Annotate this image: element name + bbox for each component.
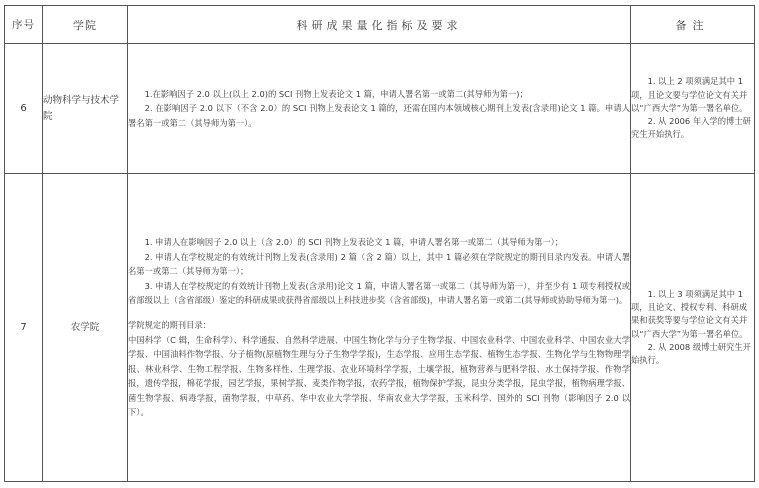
header-index: 序号 [5, 6, 43, 44]
journals-title: 学院规定的期刊目录： [128, 319, 211, 330]
header-requirement: 科研成果量化指标及要求 [128, 6, 631, 44]
note-item: 2. 从 2006 年入学的博士研究生开始执行。 [631, 116, 751, 140]
header-note: 备注 [631, 6, 755, 44]
row-college: 农学院 [43, 174, 128, 482]
requirement-item: 1.在影响因子 2.0 以上(以上 2.0)的 SCI 刊物上发表论文 1 篇，申请人署名第一或第二(其导师为第一)； [144, 88, 528, 99]
requirement-item: 2. 在影响因子 2.0 以下（不含 2.0）的 SCI 刊物上发表论文 1 篇的，还需在国内本领域核心期刊上发表(含录用)论文 1 篇。申请人署名第一或第二（其导师为第一）。 [128, 103, 630, 128]
row-notes [631, 44, 755, 174]
row-requirements [128, 174, 631, 482]
requirements-table [4, 5, 755, 482]
row-index: 6 [5, 44, 43, 174]
note-item: 1. 以上 3 项须满足其中 1 项，且论文、授权专利、科研成果和获奖等要与学位论文有关并以“广西大学”为第一署名单位。 [631, 288, 748, 339]
table-row [5, 174, 755, 482]
requirement-item: 1. 申请人在影响因子 2.0 以上（含 2.0）的 SCI 刊物上发表论文 1 篇，申请人署名第一或第二（其导师为第一）； [144, 236, 564, 247]
journals-list: 中国科学（C 辑，生命科学）、科学通报、自然科学进展、中国生物化学与分子生物学报、中国农业科学、中国农业科学、中国农业大学学报、中国油料作物学报、分子植物(原植物生理与分子生物学学报)，生态学报、应用生态学报、植物生态学报、生物化学与生物物理学报、林业科学、生物工程学报、生物多样性、生理学报、农业环境科学学报，土壤学报，植物营养与肥料学报、水土保持学报、作物学报，遗传学报，棉花学报，园艺学报，果树学报、麦类作物学报，农药学报，植物保护学报，昆虫分类学报，昆虫学报，植物病理学报、菌生物学报、病毒学报，菌物学报，中草药、华中农业大学学报、华南农业大学学报，玉米科学、国外的 SCI 刊物（影响因子 2.0 以下）。 [128, 334, 630, 418]
row-index: 7 [5, 174, 43, 482]
requirement-item: 2. 申请人在学校规定的有效统计刊物上发表(含录用) 2 篇（含 2 篇）以上，其中 1 篇必须在学院规定的期刊目录内发表。申请人署名第一或第二（其导师为第一）； [128, 251, 630, 277]
requirement-item: 3. 申请人在学校规定的有效统计刊物上发表(含录用)论文 1 篇，申请人署名第一或第二（其导师为第一），并至少有 1 项专利授权或省部级以上（含省部级）鉴定的科研成果或获得省部级以上科技进步奖（含省部级)，申请人署名第一或第二(其导师或协助导师为第一)。 [128, 280, 630, 306]
row-requirements [128, 44, 631, 174]
note-item: 1. 以上 2 项须满足其中 1 项，且论文要与学位论文有关并以“广西大学”为第一署名单位。 [631, 76, 748, 113]
table-header-row [5, 6, 755, 44]
row-college: 动物科学与技术学院 [43, 44, 128, 174]
note-item: 2. 从 2008 级博士研究生开始执行。 [631, 341, 751, 365]
row-notes [631, 174, 755, 482]
table-row [5, 44, 755, 174]
header-college: 学院 [43, 6, 128, 44]
